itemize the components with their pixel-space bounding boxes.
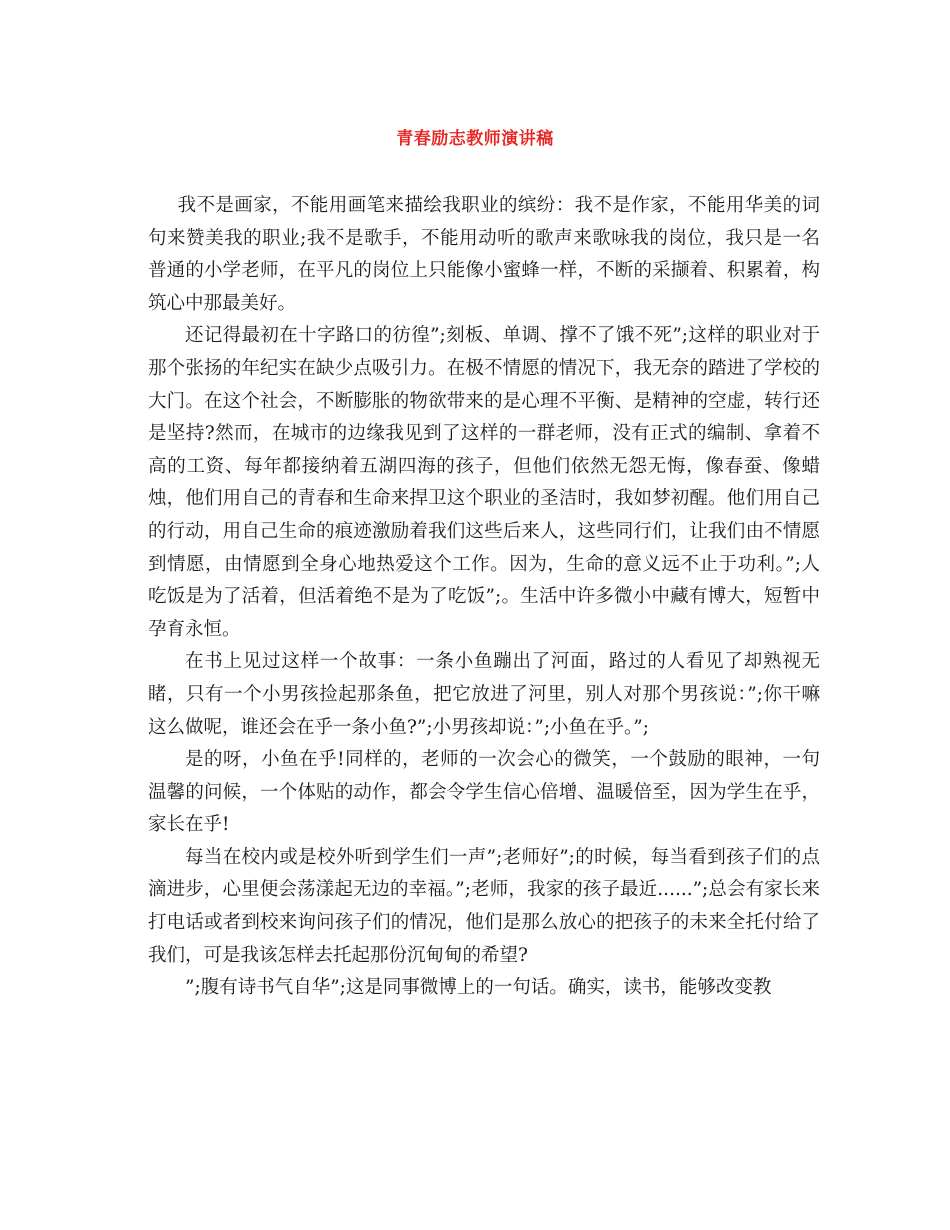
paragraph-3: 在书上见过这样一个故事：一条小鱼蹦出了河面，路过的人看见了却熟视无睹，只有一个小男孩捡起那条鱼，把它放进了河里，别人对那个男孩说：”;你干嘛这么做呢，谁还会在乎一条小鱼?”;小男孩却说：”;小鱼在乎。”; <box>148 651 820 738</box>
paragraph-2: 还记得最初在十字路口的彷徨”;刻板、单调、撑不了饿不死”;这样的职业对于那个张扬的年纪实在缺少点吸引力。在极不情愿的情况下，我无奈的踏进了学校的大门。在这个社会，不断膨胀的物欲带来的是心理不平衡、是精神的空虚，转行还是坚持?然而，在城市的边缘我见到了这样的一群老师，没有正式的编制、拿着不高的工资、每年都接纳着五湖四海的孩子，但他们依然无怨无悔，像春蚕、像蜡烛，他们用自己的青春和生命来捍卫这个职业的圣洁时，我如梦初醒。他们用自己的行动，用自己生命的痕迹激励着我们这些后来人，这些同行们，让我们由不情愿到情愿，由情愿到全身心地热爱这个工作。因为，生命的意义远不止于功利。”;人吃饭是为了活着，但活着绝不是为了吃饭”;。生活中许多微小中藏有博大，短暂中孕育永恒。 <box>148 325 820 640</box>
document-title: 青春励志教师演讲稿 <box>396 129 554 149</box>
document-body <box>148 190 820 1005</box>
paragraph-5: 每当在校内或是校外听到学生们一声”;老师好”;的时候，每当看到孩子们的点滴进步，心里便会荡漾起无边的幸福。”;老师，我家的孩子最近......”;总会有家长来打电话或者到校来询问孩子们的情况，他们是那么放心的把孩子的未来全托付给了我们，可是我该怎样去托起那份沉甸甸的希望? <box>148 846 820 966</box>
paragraph-1: 我不是画家，不能用画笔来描绘我职业的缤纷：我不是作家，不能用华美的词句来赞美我的职业;我不是歌手，不能用动听的歌声来歌咏我的岗位，我只是一名普通的小学老师，在平凡的岗位上只能像小蜜蜂一样，不断的采撷着、积累着，构筑心中那最美好。 <box>148 195 820 314</box>
paragraph-4: 是的呀，小鱼在乎!同样的，老师的一次会心的微笑，一个鼓励的眼神，一句温馨的问候，一个体贴的动作，都会令学生信心倍增、温暖倍至，因为学生在乎，家长在乎! <box>148 749 820 836</box>
paragraph-6: ”;腹有诗书气自华”;这是同事微博上的一句话。确实，读书，能够改变教 <box>185 977 772 999</box>
